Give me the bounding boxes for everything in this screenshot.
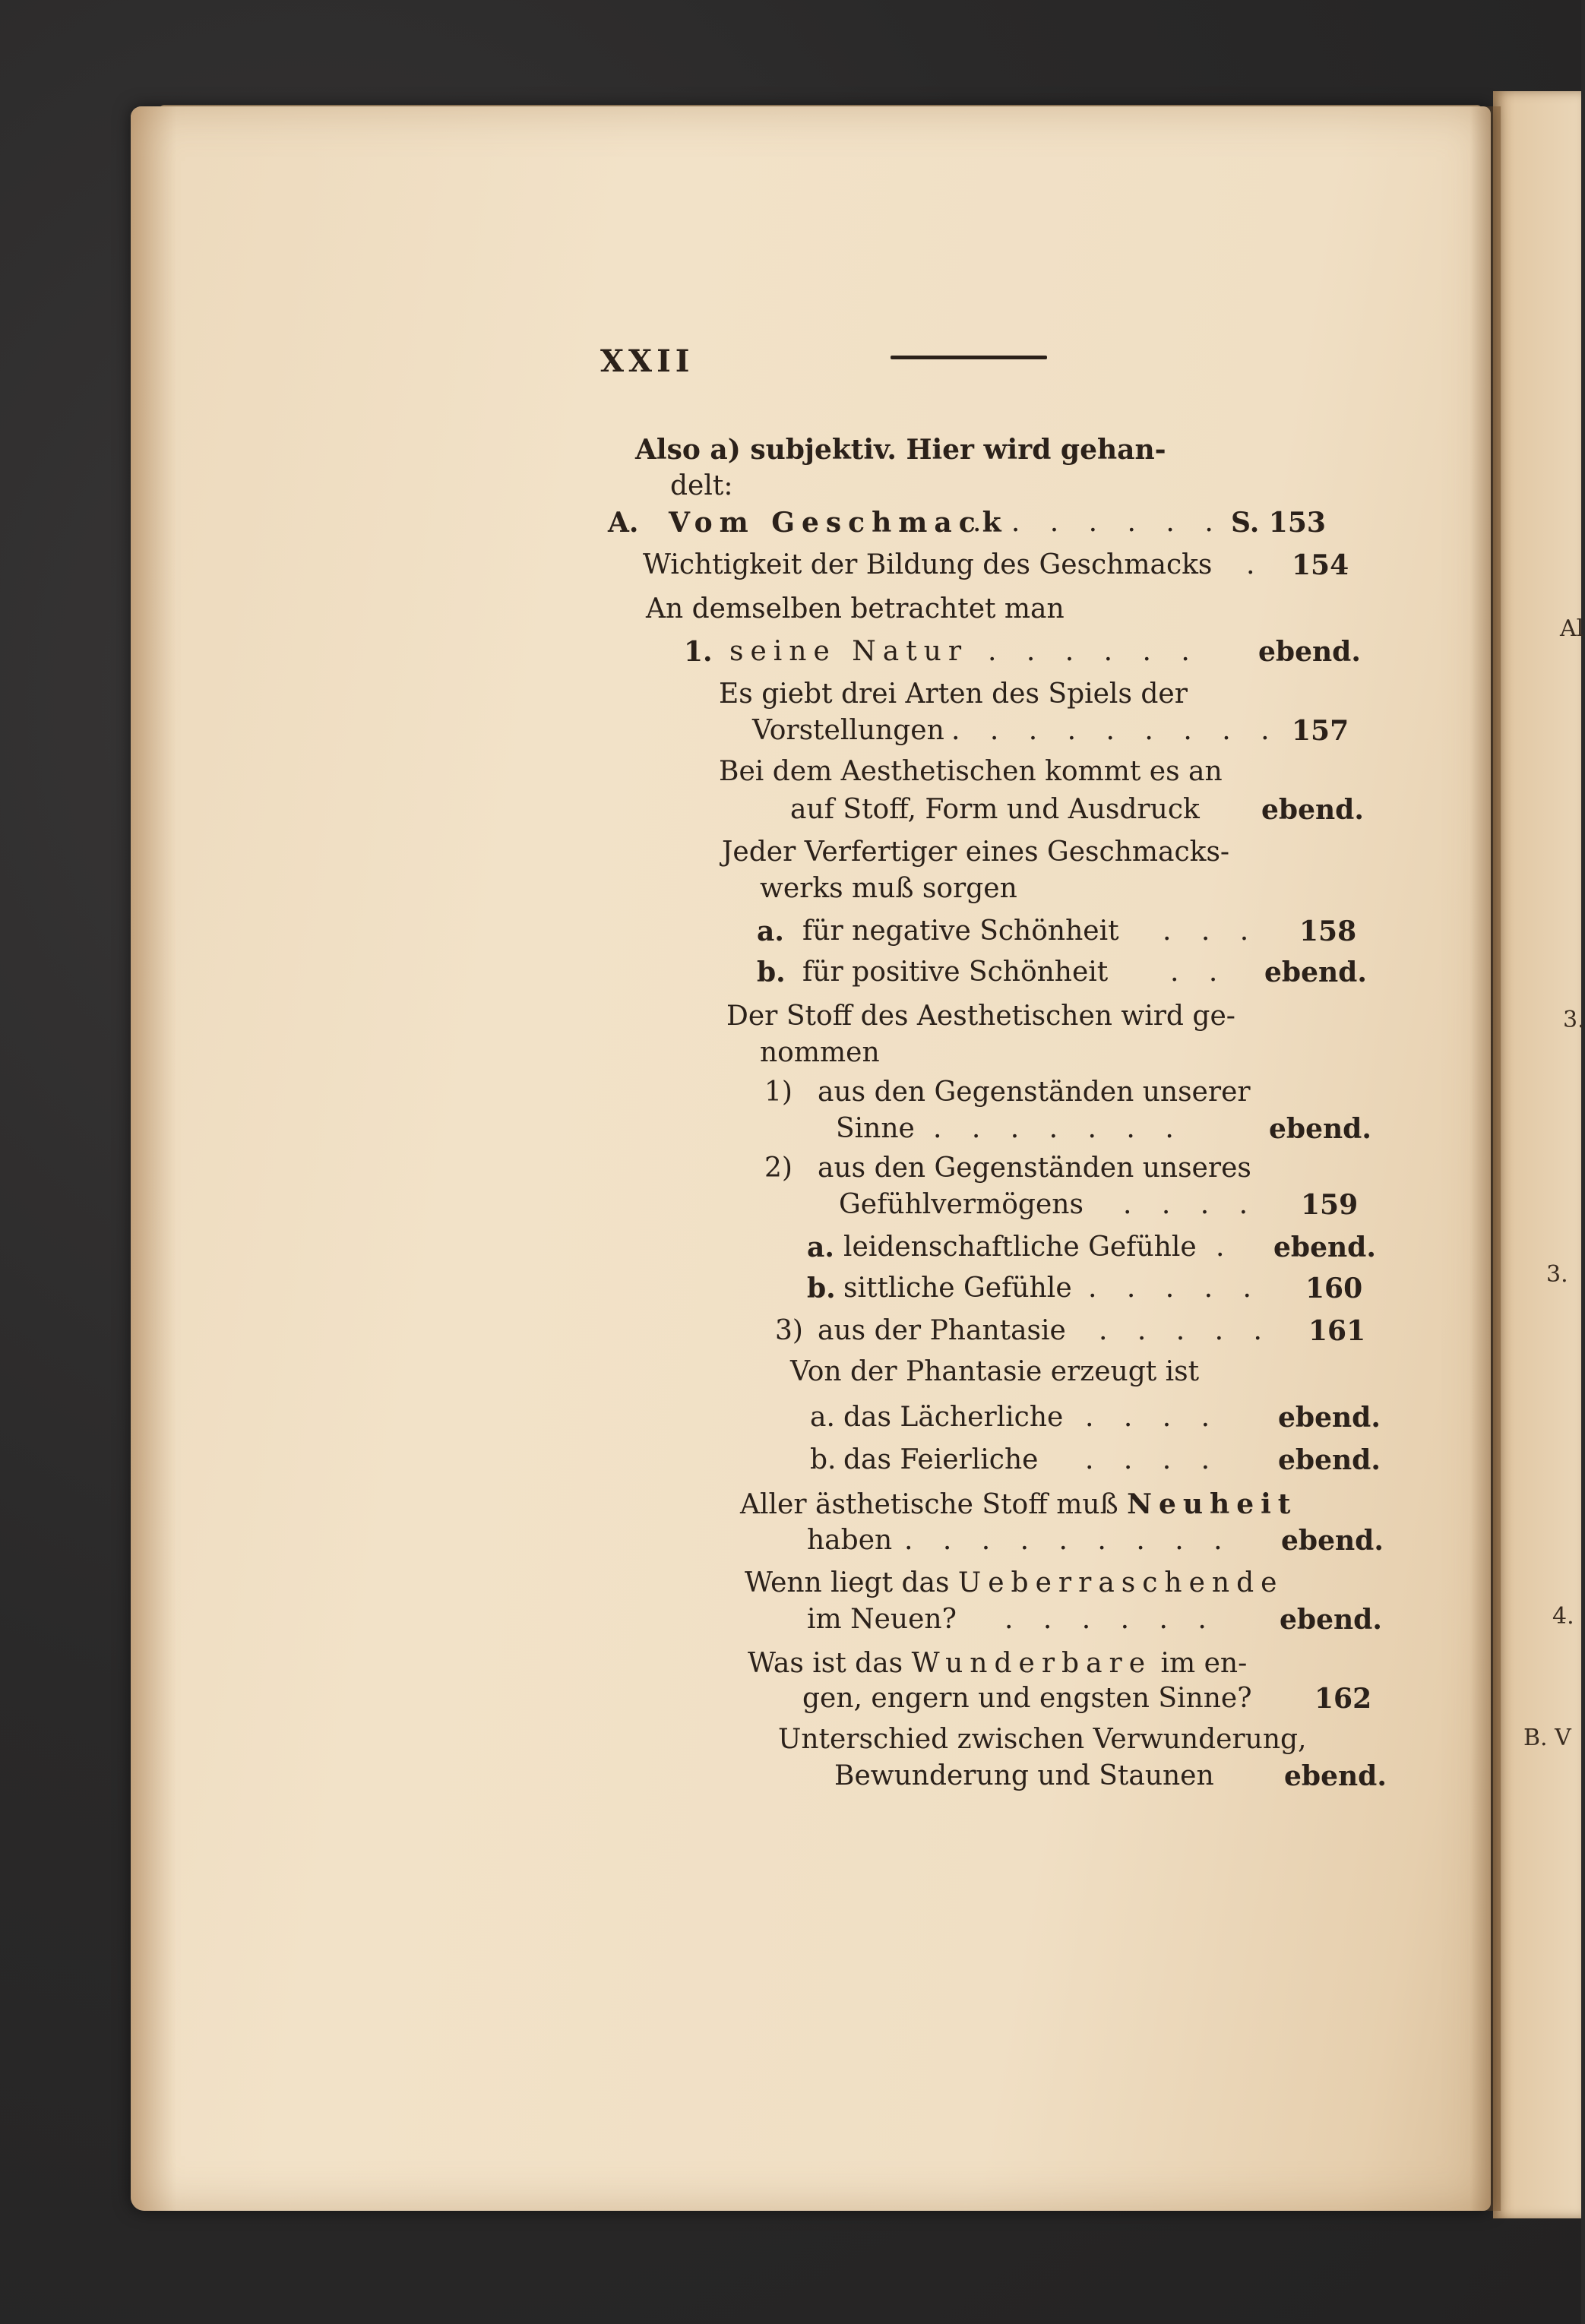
toc-entry: im Neuen? <box>807 1604 957 1635</box>
leader-dots: . . <box>1170 956 1229 988</box>
entry-number: a. <box>807 1232 834 1263</box>
leader-dots: . . . . . <box>1088 1273 1262 1304</box>
book-gutter <box>1470 106 1501 2211</box>
toc-entry: das Feierliche <box>843 1444 1039 1475</box>
leader-dots: . . . . <box>1123 1189 1259 1220</box>
toc-entry: Es giebt drei Arten des Spiels der <box>719 678 1188 710</box>
toc-entry: sittliche Gefühle <box>843 1273 1072 1304</box>
leader-dots: . . . <box>1163 915 1260 947</box>
facing-page-fragment: 3. <box>1563 1007 1585 1033</box>
entry-number: a. <box>810 1402 835 1433</box>
page-ref: 161 <box>1308 1315 1366 1347</box>
toc-entry: Der Stoff des Aesthetischen wird ge- <box>726 1001 1235 1032</box>
page-ref: 159 <box>1301 1189 1359 1221</box>
toc-entry: werks muß sorgen <box>760 873 1017 904</box>
facing-page-fragment: 3. <box>1546 1261 1568 1288</box>
section-title: Vom Geschmack <box>669 507 1008 539</box>
toc-entry: auf Stoff, Form und Ausdruck <box>790 794 1200 825</box>
page-ref: ebend. <box>1261 794 1364 826</box>
leader-dots: . . . . . . <box>988 636 1201 667</box>
toc-entry: nommen <box>760 1037 880 1068</box>
toc-entry: das Lächerliche <box>843 1402 1064 1433</box>
leader-dots: . <box>1216 1232 1235 1263</box>
facing-page-fragment: B. V <box>1523 1725 1571 1751</box>
page-ref: ebend. <box>1281 1525 1384 1557</box>
page-ref: ebend. <box>1280 1604 1382 1636</box>
entry-number: 1. <box>684 636 713 668</box>
toc-entry: aus den Gegenständen unseres <box>818 1153 1251 1184</box>
page-ref: ebend. <box>1258 636 1361 668</box>
entry-number: b. <box>807 1273 836 1304</box>
page-ref: ebend. <box>1273 1232 1376 1263</box>
emphasized-term: Ueberraschende <box>957 1567 1284 1598</box>
page-ref: ebend. <box>1284 1760 1387 1792</box>
toc-entry: Unterschied zwischen Verwunderung, <box>778 1724 1307 1755</box>
toc-entry: im en- <box>1152 1648 1248 1679</box>
toc-entry: leidenschaftliche Gefühle <box>843 1232 1197 1263</box>
emphasized-term: Neuheit <box>1127 1488 1298 1520</box>
leader-dots: . <box>1246 549 1266 580</box>
toc-entry: Aller ästhetische Stoff muß <box>740 1489 1128 1520</box>
entry-number: 3) <box>775 1315 803 1346</box>
facing-page-fragment: 4. <box>1552 1603 1574 1630</box>
entry-number: 1) <box>764 1077 792 1108</box>
toc-entry: für positive Schönheit <box>802 956 1109 988</box>
page-ref: 160 <box>1305 1273 1363 1304</box>
toc-entry: Bewunderung und Staunen <box>834 1760 1214 1791</box>
entry-number: a. <box>757 915 784 947</box>
toc-entry: seine Natur <box>729 636 969 667</box>
page-ref: ebend. <box>1269 1113 1371 1145</box>
page-ref: ebend. <box>1264 956 1367 988</box>
section-label: A. <box>608 507 639 539</box>
toc-entry: Sinne <box>836 1113 915 1144</box>
leader-dots: . . . . . <box>1099 1315 1273 1346</box>
toc-entry: aus der Phantasie <box>818 1315 1066 1346</box>
leader-dots: . . . . . . . <box>933 1113 1185 1144</box>
entry-number: 2) <box>764 1153 792 1184</box>
emphasized-term: Wunderbare <box>911 1648 1153 1679</box>
toc-entry: Vorstellungen <box>752 715 944 746</box>
facing-page-fragment: Al <box>1560 615 1584 642</box>
page-ref: S. 153 <box>1231 507 1326 539</box>
toc-entry: aus den Gegenständen unserer <box>818 1077 1251 1108</box>
page-ref: 162 <box>1315 1683 1372 1715</box>
toc-entry: An demselben betrachtet man <box>646 593 1065 624</box>
page-number: XXII <box>600 343 694 379</box>
facing-page-edge <box>1493 91 1585 2218</box>
leader-dots: . . . . <box>1085 1444 1221 1475</box>
toc-entry: Jeder Verfertiger eines Geschmacks- <box>722 836 1230 868</box>
toc-entry: Gefühlvermögens <box>839 1189 1084 1220</box>
intro-line: delt: <box>670 470 733 501</box>
toc-entry: für negative Schönheit <box>802 915 1119 947</box>
page-ref: 157 <box>1292 715 1349 747</box>
toc-entry: gen, engern und engsten Sinne? <box>802 1683 1252 1714</box>
toc-entry: Bei dem Aesthetischen kommt es an <box>719 756 1223 787</box>
leader-dots: . . . . . . . . . <box>951 715 1280 746</box>
header-rule <box>891 356 1047 359</box>
entry-number: b. <box>810 1444 837 1475</box>
book-page <box>131 106 1491 2211</box>
intro-line: Also a) subjektiv. Hier wird gehan- <box>635 434 1166 466</box>
page-ref: 158 <box>1299 915 1357 947</box>
leader-dots: . . . . . . . . . <box>904 1525 1233 1556</box>
toc-entry: haben <box>807 1525 893 1556</box>
page-ref: 154 <box>1292 549 1349 581</box>
leader-dots: . . . . . . . <box>973 507 1224 538</box>
toc-entry: Wichtigkeit der Bildung des Geschmacks <box>643 549 1213 580</box>
toc-entry: Was ist das <box>748 1648 912 1679</box>
page-ref: ebend. <box>1278 1444 1381 1476</box>
toc-entry: Von der Phantasie erzeugt ist <box>790 1356 1200 1387</box>
leader-dots: . . . . <box>1085 1402 1221 1433</box>
toc-entry: Wenn liegt das <box>745 1567 958 1598</box>
page-ref: ebend. <box>1278 1402 1381 1434</box>
entry-number: b. <box>757 956 786 988</box>
leader-dots: . . . . . . <box>1004 1604 1217 1635</box>
